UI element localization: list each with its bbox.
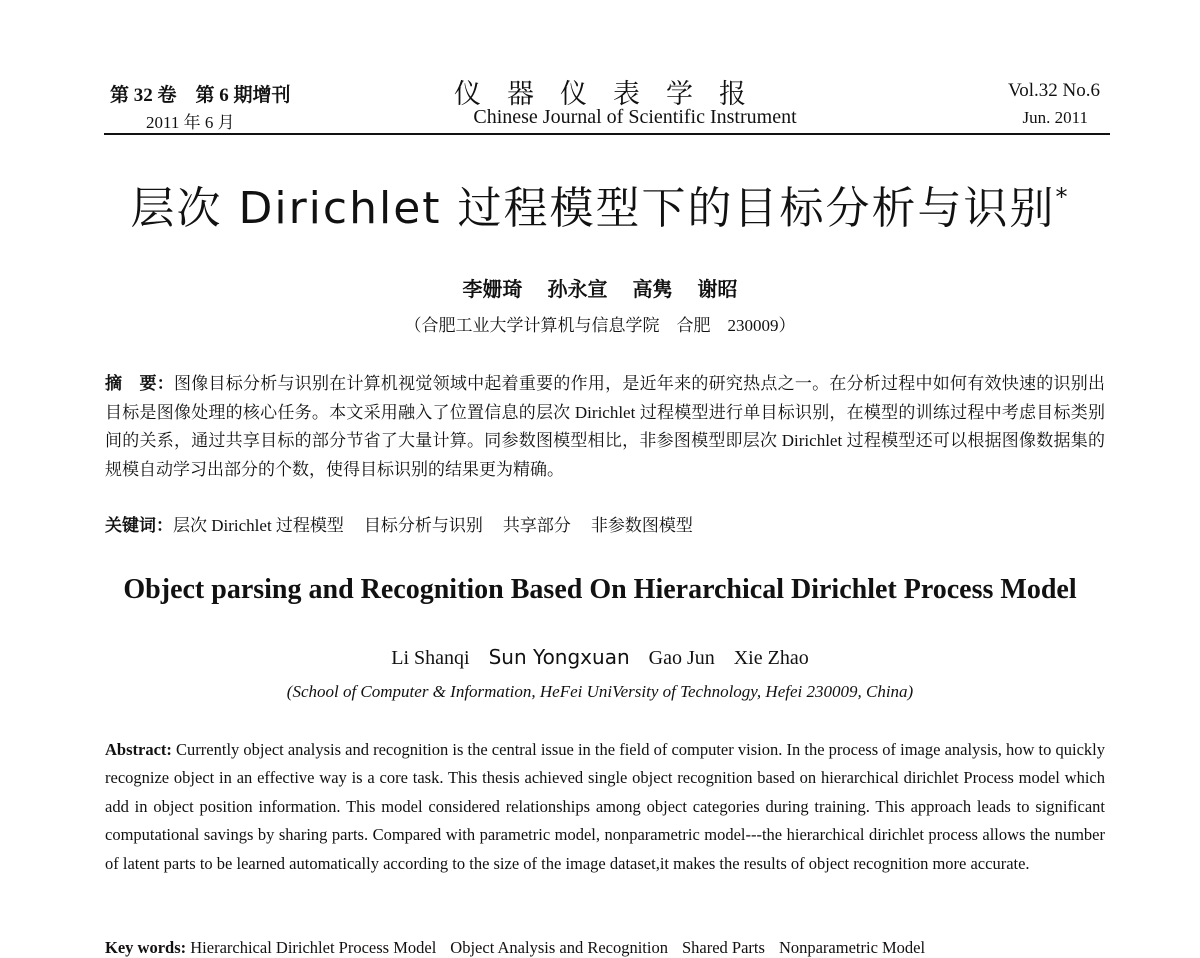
date-en: Jun. 2011 <box>1022 108 1088 127</box>
author-cn: 高隽 <box>632 279 673 301</box>
abstract-cn <box>105 370 1105 484</box>
author-cn: 谢昭 <box>697 279 738 301</box>
keyword-cn: 目标分析与识别 <box>363 516 483 535</box>
paper-title-cn-text: 层次 Dirichlet 过程模型下的目标分析与识别 <box>130 183 1056 234</box>
journal-name-en: Chinese Journal of Scientific Instrument <box>473 106 797 128</box>
keywords-cn-label: 关键词： <box>105 516 173 535</box>
keyword-cn: 共享部分 <box>502 516 571 535</box>
author-en: Gao Jun <box>648 647 715 669</box>
paper-title-en: Object parsing and Recognition Based On Hierarchical Dirichlet Process Model <box>123 574 1077 605</box>
abstract-en-label: Abstract: <box>105 740 172 759</box>
paper-title-cn <box>0 172 1200 236</box>
keyword-en: Object Analysis and Recognition <box>450 938 668 957</box>
keyword-en: Shared Parts <box>681 938 765 957</box>
author-en: Sun Yongxuan <box>488 645 630 669</box>
author-cn: 李姗琦 <box>462 279 523 301</box>
affiliation-en: (School of Computer & Information, HeFei UniVersity of Technology, Hefei 230009, China) <box>286 682 914 701</box>
authors-en <box>0 645 1200 670</box>
header-rule <box>104 133 1110 135</box>
abstract-cn-text: 图像目标分析与识别在计算机视觉领域中起着重要的作用，是近年来的研究热点之一。在分析过程中如何有效快速的识别出目标是图像处理的核心任务。本文采用融入了位置信息的层次 Dirichlet 过程模型进行单目标识别，在模型的训练过程中考虑目标类别间的关系，通过共享目标的部分节省了大量计算。同参数图模型相比，非参图模型即层次 Dirichlet 过程模型还可以根据图像数据集的规模自动学习出部分的个数，使得目标识别的结果更为精确。 <box>105 374 1105 479</box>
abstract-cn-label: 摘 要： <box>105 374 174 393</box>
journal-name-cn: 仪器仪表学报 <box>454 79 772 109</box>
abstract-en <box>105 736 1105 878</box>
authors-cn <box>0 273 1200 302</box>
keyword-cn: 非参数图模型 <box>590 516 693 535</box>
author-en: Li Shanqi <box>391 647 470 669</box>
abstract-en-text: Currently object analysis and recognition is the central issue in the field of computer vision. In the process of image analysis, how to quickly recognize object in an effective way is a core task. This thesis achieved single object recognition based on hierarchical dirichlet Process model which add in object position information. This model considered relationships among object categories during training. This approach leads to significant computational savings by sharing parts. Compared with parametric model, nonparametric model---the hierarchical dirichlet process allows the number of latent parts to be learned automatically according to the size of the image dataset,it makes the results of object recognition more accurate. <box>105 740 1105 873</box>
keywords-en <box>105 938 939 958</box>
keyword-cn: 层次 Dirichlet 过程模型 <box>173 516 344 535</box>
author-en: Xie Zhao <box>733 647 809 669</box>
keywords-en-label: Key words: <box>105 938 187 957</box>
volume-issue-en: Vol.32 No.6 <box>1007 80 1100 101</box>
date-cn: 2011 年 6 月 <box>146 113 235 132</box>
author-cn: 孙永宣 <box>547 279 608 301</box>
title-footnote-mark: * <box>1055 183 1070 211</box>
volume-issue-cn: 第 32 卷 第 6 期增刊 <box>110 85 291 106</box>
keywords-cn <box>105 511 713 536</box>
affiliation-cn: （合肥工业大学计算机与信息学院 合肥 230009） <box>404 316 796 335</box>
keyword-en: Nonparametric Model <box>778 938 926 957</box>
keyword-en: Hierarchical Dirichlet Process Model <box>190 938 437 957</box>
